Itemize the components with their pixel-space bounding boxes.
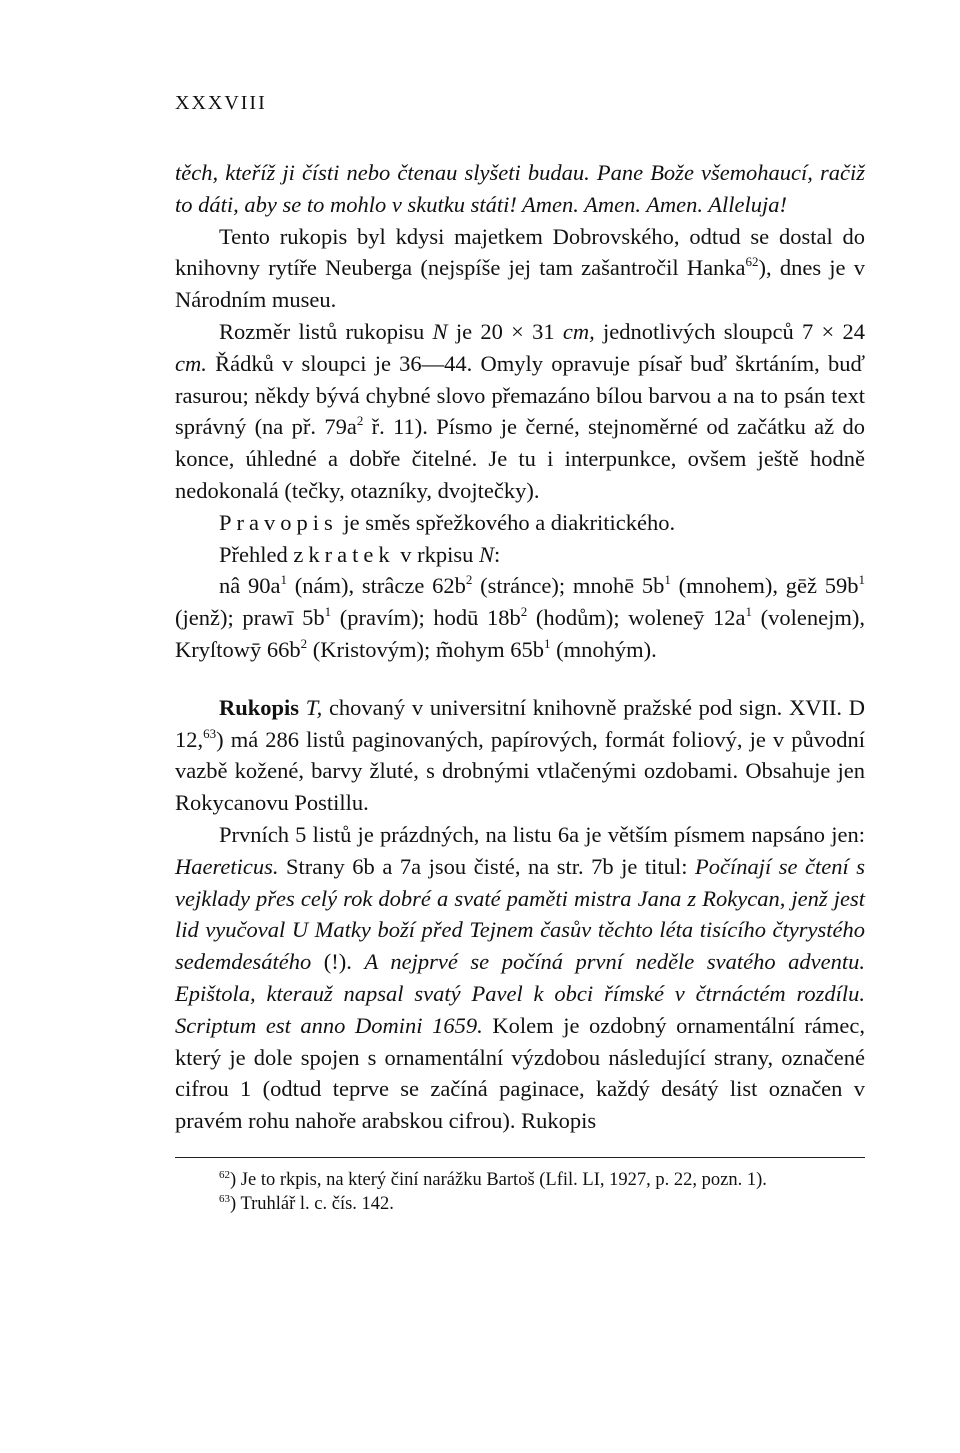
superscript: 2 xyxy=(356,413,364,429)
siglum-n: N xyxy=(478,541,494,567)
superscript: 2 xyxy=(520,604,528,620)
text-run: Řádků v sloupci je 36—44. Omyly opravuje písař buď škrtáním, buď rasurou; někdy bývá chybné slovo přemazáno bílou barvou a na to psán text správný (na př. 79a xyxy=(175,350,865,440)
paragraph-closing-prayer xyxy=(175,157,865,221)
siglum-n: N xyxy=(432,318,448,344)
text-run: Přehled xyxy=(219,541,294,567)
abbreviation-text: (jenž); prawī 5b xyxy=(175,605,325,631)
superscript: 1 xyxy=(664,572,671,588)
abbreviation-text: (nám), strâcze 62b xyxy=(287,573,466,599)
text-run: je směs spřežkového a diakritického. xyxy=(337,509,676,535)
footnote-ref-62[interactable]: 62 xyxy=(745,254,759,270)
text-run: : xyxy=(493,541,501,567)
closing-prayer-italic: těch, kteříž ji čísti nebo čtenau slyšeti budau. Pane Bože všemohaucí, račiž to dáti, aby se to mohlo v skutku státi! Amen. Amen. Amen. Alleluja! xyxy=(175,160,865,217)
superscript: 2 xyxy=(465,572,473,588)
body-text xyxy=(175,157,865,1137)
superscript: 1 xyxy=(544,635,551,651)
superscript: 1 xyxy=(745,604,753,620)
abbreviation-text: (pravím); hodū 18b xyxy=(331,605,521,631)
superscript: 2 xyxy=(300,635,308,651)
abbreviation-text: (stránce); mnohē 5b xyxy=(472,573,665,599)
abbreviation-text: (mnohým). xyxy=(550,636,657,662)
text-run: je 20 × 31 xyxy=(447,318,563,344)
text-run: jednotlivých sloupců 7 × 24 xyxy=(594,318,865,344)
unit-cm: cm, xyxy=(562,318,595,344)
provenance-text-end: ), dnes je v Národním museu. xyxy=(175,255,865,313)
spaced-term: Pravopis xyxy=(219,509,338,535)
text-run: Strany 6b a 7a jsou čisté, na str. 7b je titul: xyxy=(278,853,695,879)
provenance-text: Tento rukopis byl kdysi majetkem Dobrovského, odtud se dostal do knihovny rytíře Neuberga (nejspíše jej tam zašantročil Hanka xyxy=(175,223,865,281)
footnote-ref-63[interactable]: 63 xyxy=(203,725,217,741)
spaced-term: zkratek xyxy=(293,541,395,567)
footnote-63 xyxy=(175,1192,865,1216)
paragraph-provenance xyxy=(175,221,865,316)
superscript: 1 xyxy=(324,604,332,620)
abbreviation-text: (volenejm), Kryſtowȳ 66b xyxy=(175,605,865,662)
superscript: 1 xyxy=(858,572,865,588)
footnote-text: ) Je to rkpis, na který činí narážku Bartoš (Lfil. LI, 1927, p. 22, pozn. 1). xyxy=(230,1169,767,1190)
paragraph-title-page xyxy=(175,819,865,1137)
text-run: Rozměr listů rukopisu xyxy=(219,318,433,344)
footnote-text: ) Truhlář l. c. čís. 142. xyxy=(230,1193,394,1214)
footnote-mark: 62 xyxy=(219,1168,230,1181)
incipit-italic: A nejprvé se počíná první neděle svatého adventu. Epištola, kterauž napsal svatý Pavel k obci římské v čtrnáctém rozdílu. Scriptum est anno Domini 1659. xyxy=(175,949,866,1038)
text-run: (!). xyxy=(311,949,365,975)
text-run: ) má 286 listů paginovaných, papírových, formát foliový, je v původní vazbě kožené, barvy žluté, s drobnými vtlačenými ozdobami. Obsahuje jen Rokycanovu Postillu. xyxy=(175,726,865,816)
text-run: Kolem je ozdobný ornamentální rámec, který je dole spojen s ornamentální výzdobou následující strany, označené cifrou 1 (odtud teprve se začíná paginace, každý desátý list označen v pravém rohu nahoře arabskou cifrou). Rukopis xyxy=(175,1012,865,1134)
paragraph-manuscript-t xyxy=(175,692,865,819)
running-head: XXXVIII xyxy=(175,92,267,114)
text-run: chovaný v universitní knihovně pražské pod sign. XVII. D 12, xyxy=(175,694,866,752)
text-run: Prvních 5 listů je prázdných, na listu 6a je větším písmem napsáno jen: xyxy=(219,821,865,847)
haereticus-italic: Haereticus. xyxy=(175,853,279,879)
abbreviation-text: nâ 90a xyxy=(219,573,281,599)
section-lead-rukopis: Rukopis xyxy=(219,694,300,720)
abbreviation-text: (mnohem), gēž 59b xyxy=(670,573,859,599)
unit-cm: cm. xyxy=(175,350,207,376)
abbreviation-text: (Kristovým); m̃ohym 65b xyxy=(307,636,544,662)
paragraph-abbreviations-list xyxy=(175,570,865,665)
superscript: 1 xyxy=(280,572,287,588)
footnotes xyxy=(175,1168,865,1216)
footnote-62 xyxy=(175,1168,865,1192)
paragraph-abbreviations-heading xyxy=(175,539,865,571)
abbreviation-text: (hodům); woleneȳ 12a xyxy=(527,605,746,631)
footnote-mark: 63 xyxy=(219,1192,230,1205)
paragraph-dimensions xyxy=(175,316,865,507)
footnote-divider xyxy=(175,1157,865,1158)
paragraph-orthography xyxy=(175,507,865,539)
title-quote-italic: Počínají se čtení s vejklady přes celý rok dobré a svaté paměti mistra Jana z Rokycan, jenž jest lid vyučoval U Matky boží před Tejnem časův těchto léta tisícího čtyrystého sedemdesátého xyxy=(175,853,865,975)
siglum-t: T, xyxy=(299,694,323,720)
text-run: ř. 11). Písmo je černé, stejnoměrné od začátku až do konce, úhledné a dobře čitelné. Je tu i interpunkce, ovšem ještě hodně nedokonalá (tečky, otazníky, dvojtečky). xyxy=(175,414,865,503)
text-run: v rkpisu xyxy=(394,541,479,567)
